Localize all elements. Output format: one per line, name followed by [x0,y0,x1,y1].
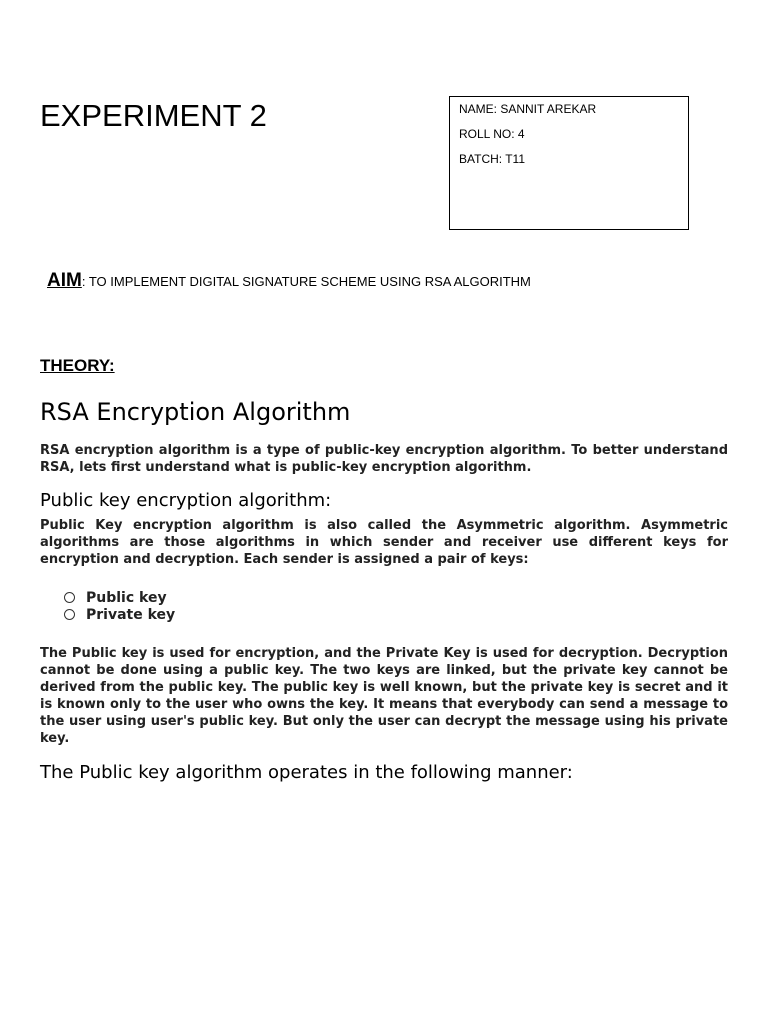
aim-row [47,270,531,292]
public-key-heading: Public key encryption algorithm: [40,490,332,511]
experiment-title: EXPERIMENT 2 [40,98,267,133]
aim-text: : TO IMPLEMENT DIGITAL SIGNATURE SCHEME USING RSA ALGORITHM [81,274,531,289]
student-info-box [449,96,689,230]
list-item [64,607,175,624]
public-key-paragraph: Public Key encryption algorithm is also called the Asymmetric algorithm. Asymmetric algorithms are those algorithms in which sender and receiver use different keys for encryption and decryption. Each sender is assigned a pair of keys: [40,518,728,567]
keys-paragraph: The Public key is used for encryption, and the Private Key is used for decryption. Decryption cannot be done using a public key. The two keys are linked, but the private key cannot be derived from the public key. The public key is well known, but the private key is secret and it is known only to the user who owns the key. It means that everybody can send a message to the user using user's public key. But only the user can decrypt the message using his private key. [40,646,728,746]
operation-heading: The Public key algorithm operates in the following manner: [40,762,573,783]
key-list [64,590,175,624]
rsa-heading: RSA Encryption Algorithm [40,398,351,426]
list-item-label: Private key [86,607,176,623]
student-name: NAME: SANNIT AREKAR [459,102,597,116]
aim-label: AIM [47,270,82,291]
circle-bullet-icon [64,609,75,620]
theory-heading: THEORY: [40,356,115,375]
rsa-paragraph: RSA encryption algorithm is a type of public-key encryption algorithm. To better understand RSA, lets first understand what is public-key encryption algorithm. [40,443,728,475]
roll-number: ROLL NO: 4 [459,127,525,141]
batch: BATCH: T11 [459,152,526,166]
list-item-label: Public key [86,590,167,606]
circle-bullet-icon [64,592,75,603]
list-item [64,590,175,607]
